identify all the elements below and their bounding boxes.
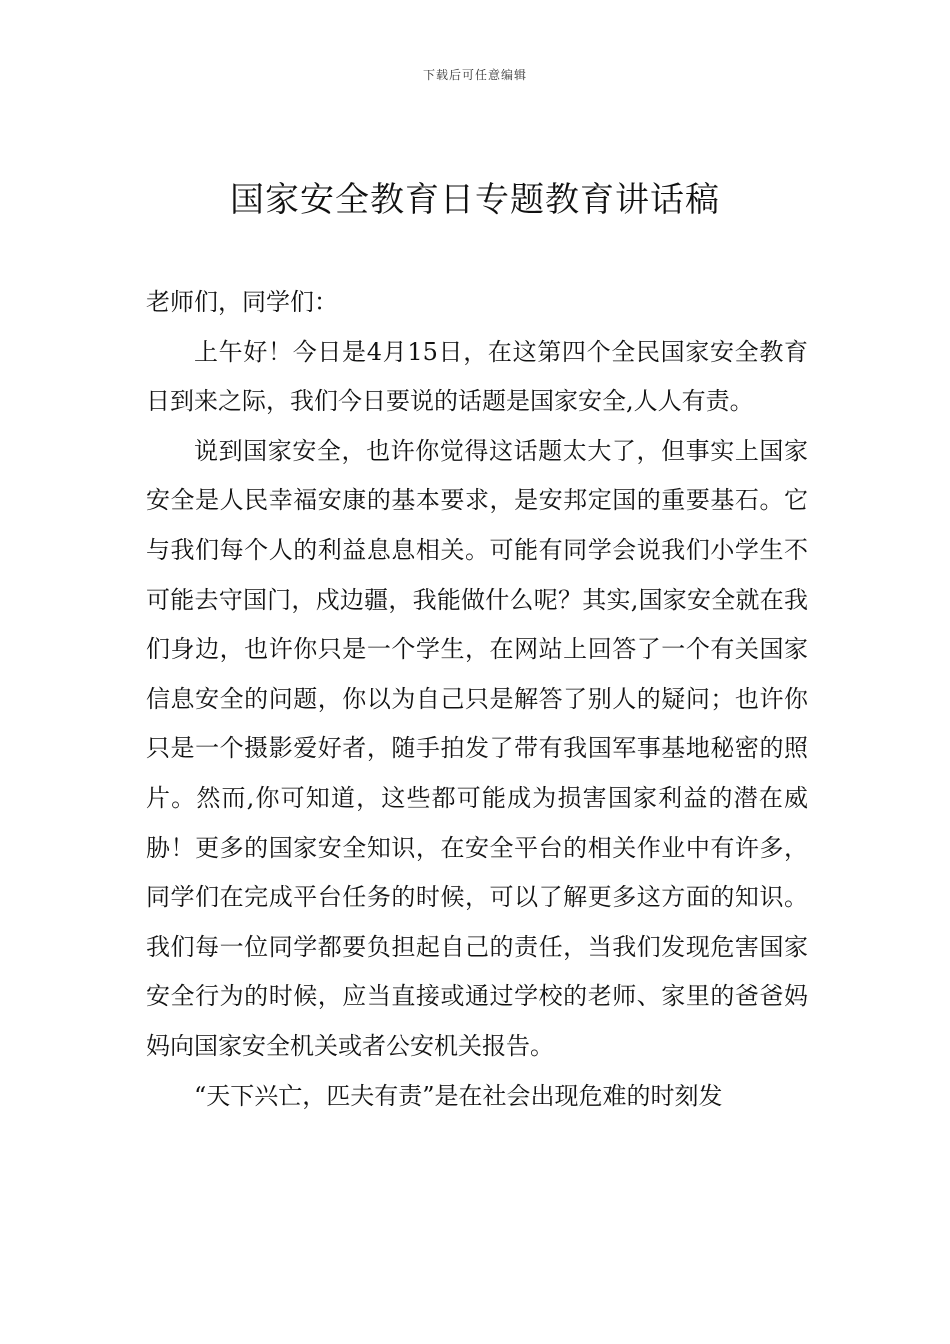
salutation: 老师们，同学们：	[146, 288, 338, 316]
document-title: 国家安全教育日专题教育讲话稿	[230, 180, 720, 220]
document-body	[146, 278, 808, 1121]
header-note: 下载后可任意编辑	[422, 68, 527, 82]
paragraph-responsibility: “天下兴亡，匹夫有责”是在社会出现危难的时刻发	[194, 1081, 723, 1110]
paragraph-national-security: 说到国家安全，也许你觉得这话题太大了，但事实上国家安全是人民幸福安康的基本要求，是安邦定国的重要基石。它与我们每个人的利益息息相关。可能有同学会说我们小学生不可能去守国门，戍边疆，我能做什么呢？其实,国家安全就在我们身边，也许你只是一个学生，在网站上回答了一个有关国家信息安全的问题，你以为自己只是解答了别人的疑问；也许你只是一个摄影爱好者，随手拍发了带有我国军事基地秘密的照片。然而,你可知道，这些都可能成为损害国家利益的潜在威胁！更多的国家安全知识，在安全平台的相关作业中有许多，同学们在完成平台任务的时候，可以了解更多这方面的知识。我们每一位同学都要负担起自己的责任，当我们发现危害国家安全行为的时候，应当直接或通过学校的老师、家里的爸爸妈妈向国家安全机关或者公安机关报告。	[146, 436, 808, 1060]
paragraph-greeting: 上午好！今日是4月15日，在这第四个全民国家安全教育日到来之际，我们今日要说的话题是国家安全,人人有责。	[146, 337, 808, 416]
